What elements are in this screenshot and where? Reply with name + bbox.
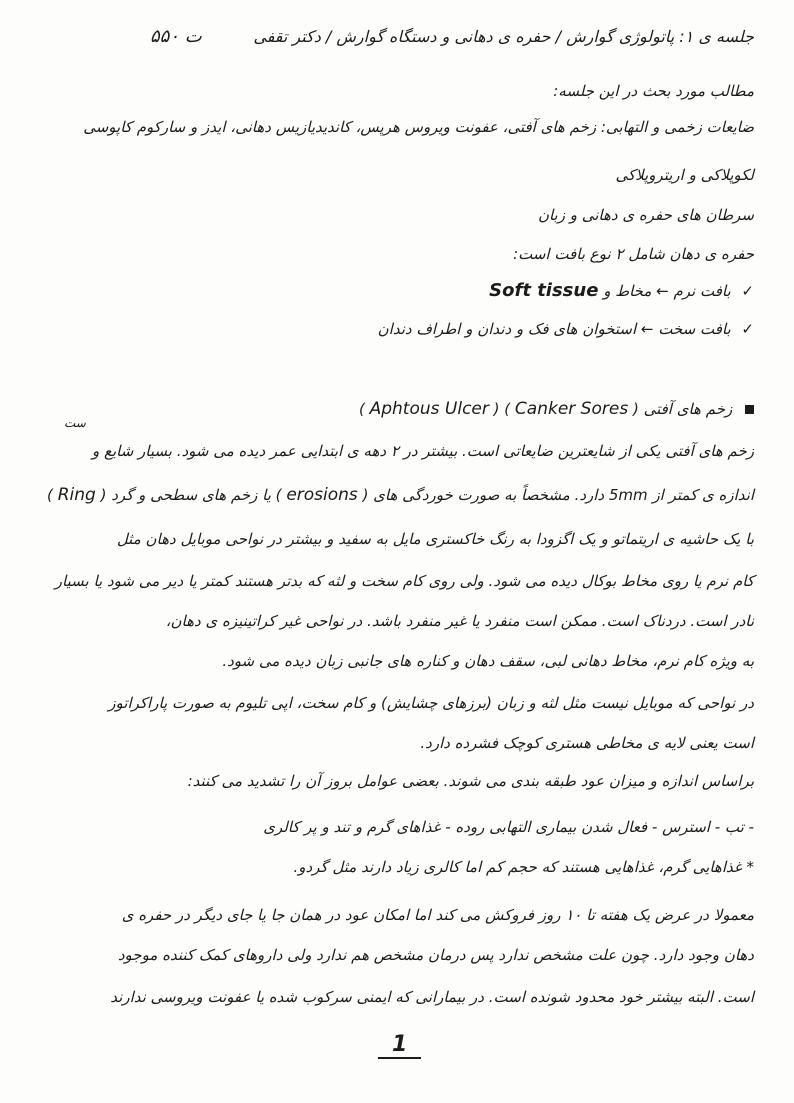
paragraph-line-14: است. البته بیشتر خود محدود شونده است. در بیمارانی که ایمنی سرکوب شده یا عفونت ویروسی ندارند — [110, 988, 754, 1006]
check-icon: ✓ — [741, 282, 754, 300]
tissue-heading: حفره ی دهان شامل ۲ نوع بافت است: — [513, 245, 754, 263]
paragraph-line-1: زخم های آفتی یکی از شایعترین ضایعاتی است. بیشتر در ۲ دهه ی ابتدایی عمر دیده می شود. بسیار شایع و — [91, 442, 754, 460]
soft-tissue-en: Soft tissue — [489, 280, 599, 301]
topic-item-2: لکوپلاکی و اریتروپلاکی — [615, 166, 754, 184]
paragraph-line-6: به ویژه کام نرم، مخاط دهانی لبی، سقف دهان و کناره های جانبی زبان دیده می شود. — [222, 652, 754, 670]
soft-tissue-label: بافت نرم ← مخاط و — [603, 282, 731, 300]
soft-tissue-line — [489, 280, 754, 302]
line-2-part-a: اندازه ی کمتر از 5mm دارد. مشخصاً به صورت خوردگی های ( — [362, 486, 754, 504]
topics-heading: مطالب مورد بحث در این جلسه: — [553, 82, 754, 100]
margin-note: ست — [64, 416, 86, 430]
heading-mid: ) ( — [493, 400, 511, 418]
paragraph-line-2 — [47, 484, 754, 506]
paragraph-line-5: نادر است. دردناک است. ممکن است منفرد یا غیر منفرد باشد. در نواحی غیر کراتینیزه ی دهان، — [165, 612, 754, 630]
paragraph-line-7: در نواحی که موبایل نیست مثل لثه و زبان (برزهای چشایش) و کام سخت، اپی تلیوم به صورت پاراکراتوز — [108, 694, 754, 712]
topic-item-1: ضایعات زخمی و التهابی: زخم های آفتی، عفونت ویروس هرپس، کاندیدیازیس دهانی، ایدز و سارکوم کاپوسی — [83, 118, 754, 136]
paragraph-line-9: براساس اندازه و میزان عود طبقه بندی می شوند. بعضی عوامل بروز آن را تشدید می کنند: — [187, 772, 754, 790]
paragraph-line-11: * غذاهایی گرم، غذاهایی هستند که حجم کم اما کالری زیاد دارند مثل گردو. — [293, 858, 754, 876]
heading-en-aphtous: Aphtous Ulcer — [369, 399, 489, 419]
paragraph-line-8: است یعنی لایه ی مخاطی هستری کوچک فشرده دارد. — [420, 734, 754, 752]
square-bullet-icon — [745, 405, 754, 414]
line-2-part-c: ) یا زخم های سطحی و گرد ( — [100, 486, 282, 504]
section-heading — [359, 398, 754, 420]
line-2-erosions: erosions — [286, 485, 358, 505]
heading-fa: زخم های آفتی ( — [632, 400, 733, 418]
paragraph-line-3: با یک حاشیه ی اریتماتو و یک اگزودا به رنگ خاکستری مایل به سفید و بیشتر در نواحی موبایل دهان مثل — [116, 530, 754, 548]
page-title: جلسه ی ۱: پاتولوژی گوارش / حفره ی دهانی و دستگاه گوارش / دکتر تقفی — [253, 27, 754, 46]
paragraph-line-12: معمولا در عرض یک هفته تا ۱۰ روز فروکش می کند اما امکان عود در همان جا یا جای دیگر در حفره ی — [121, 906, 754, 924]
heading-en-canker: Canker Sores — [514, 399, 629, 419]
hard-tissue-line — [378, 318, 754, 340]
paragraph-line-4: کام نرم یا روی مخاط بوکال دیده می شود. ولی روی کام سخت و لثه که بدتر هستند کمتر یا دیر می شود یا بسیار — [54, 572, 754, 590]
paragraph-line-10: - تب - استرس - فعال شدن بیماری التهابی روده - غذاهای گرم و تند و پر کالری — [263, 818, 754, 836]
topic-item-3: سرطان های حفره ی دهانی و زبان — [537, 206, 754, 224]
hard-tissue-label: بافت سخت ← استخوان های فک و دندان و اطراف دندان — [377, 320, 731, 338]
paragraph-line-13: دهان وجود دارد. چون علت مشخص ندارد پس درمان مشخص هم ندارد ولی داروهای کمک کننده موجود — [117, 946, 754, 964]
heading-end: ) — [358, 400, 365, 418]
document-code: ۵۵۰ ت — [150, 26, 202, 47]
check-icon: ✓ — [741, 320, 754, 338]
line-2-ring: Ring — [57, 485, 96, 505]
line-2-part-e: ) — [47, 486, 53, 504]
page-number: 1 — [392, 1032, 408, 1057]
